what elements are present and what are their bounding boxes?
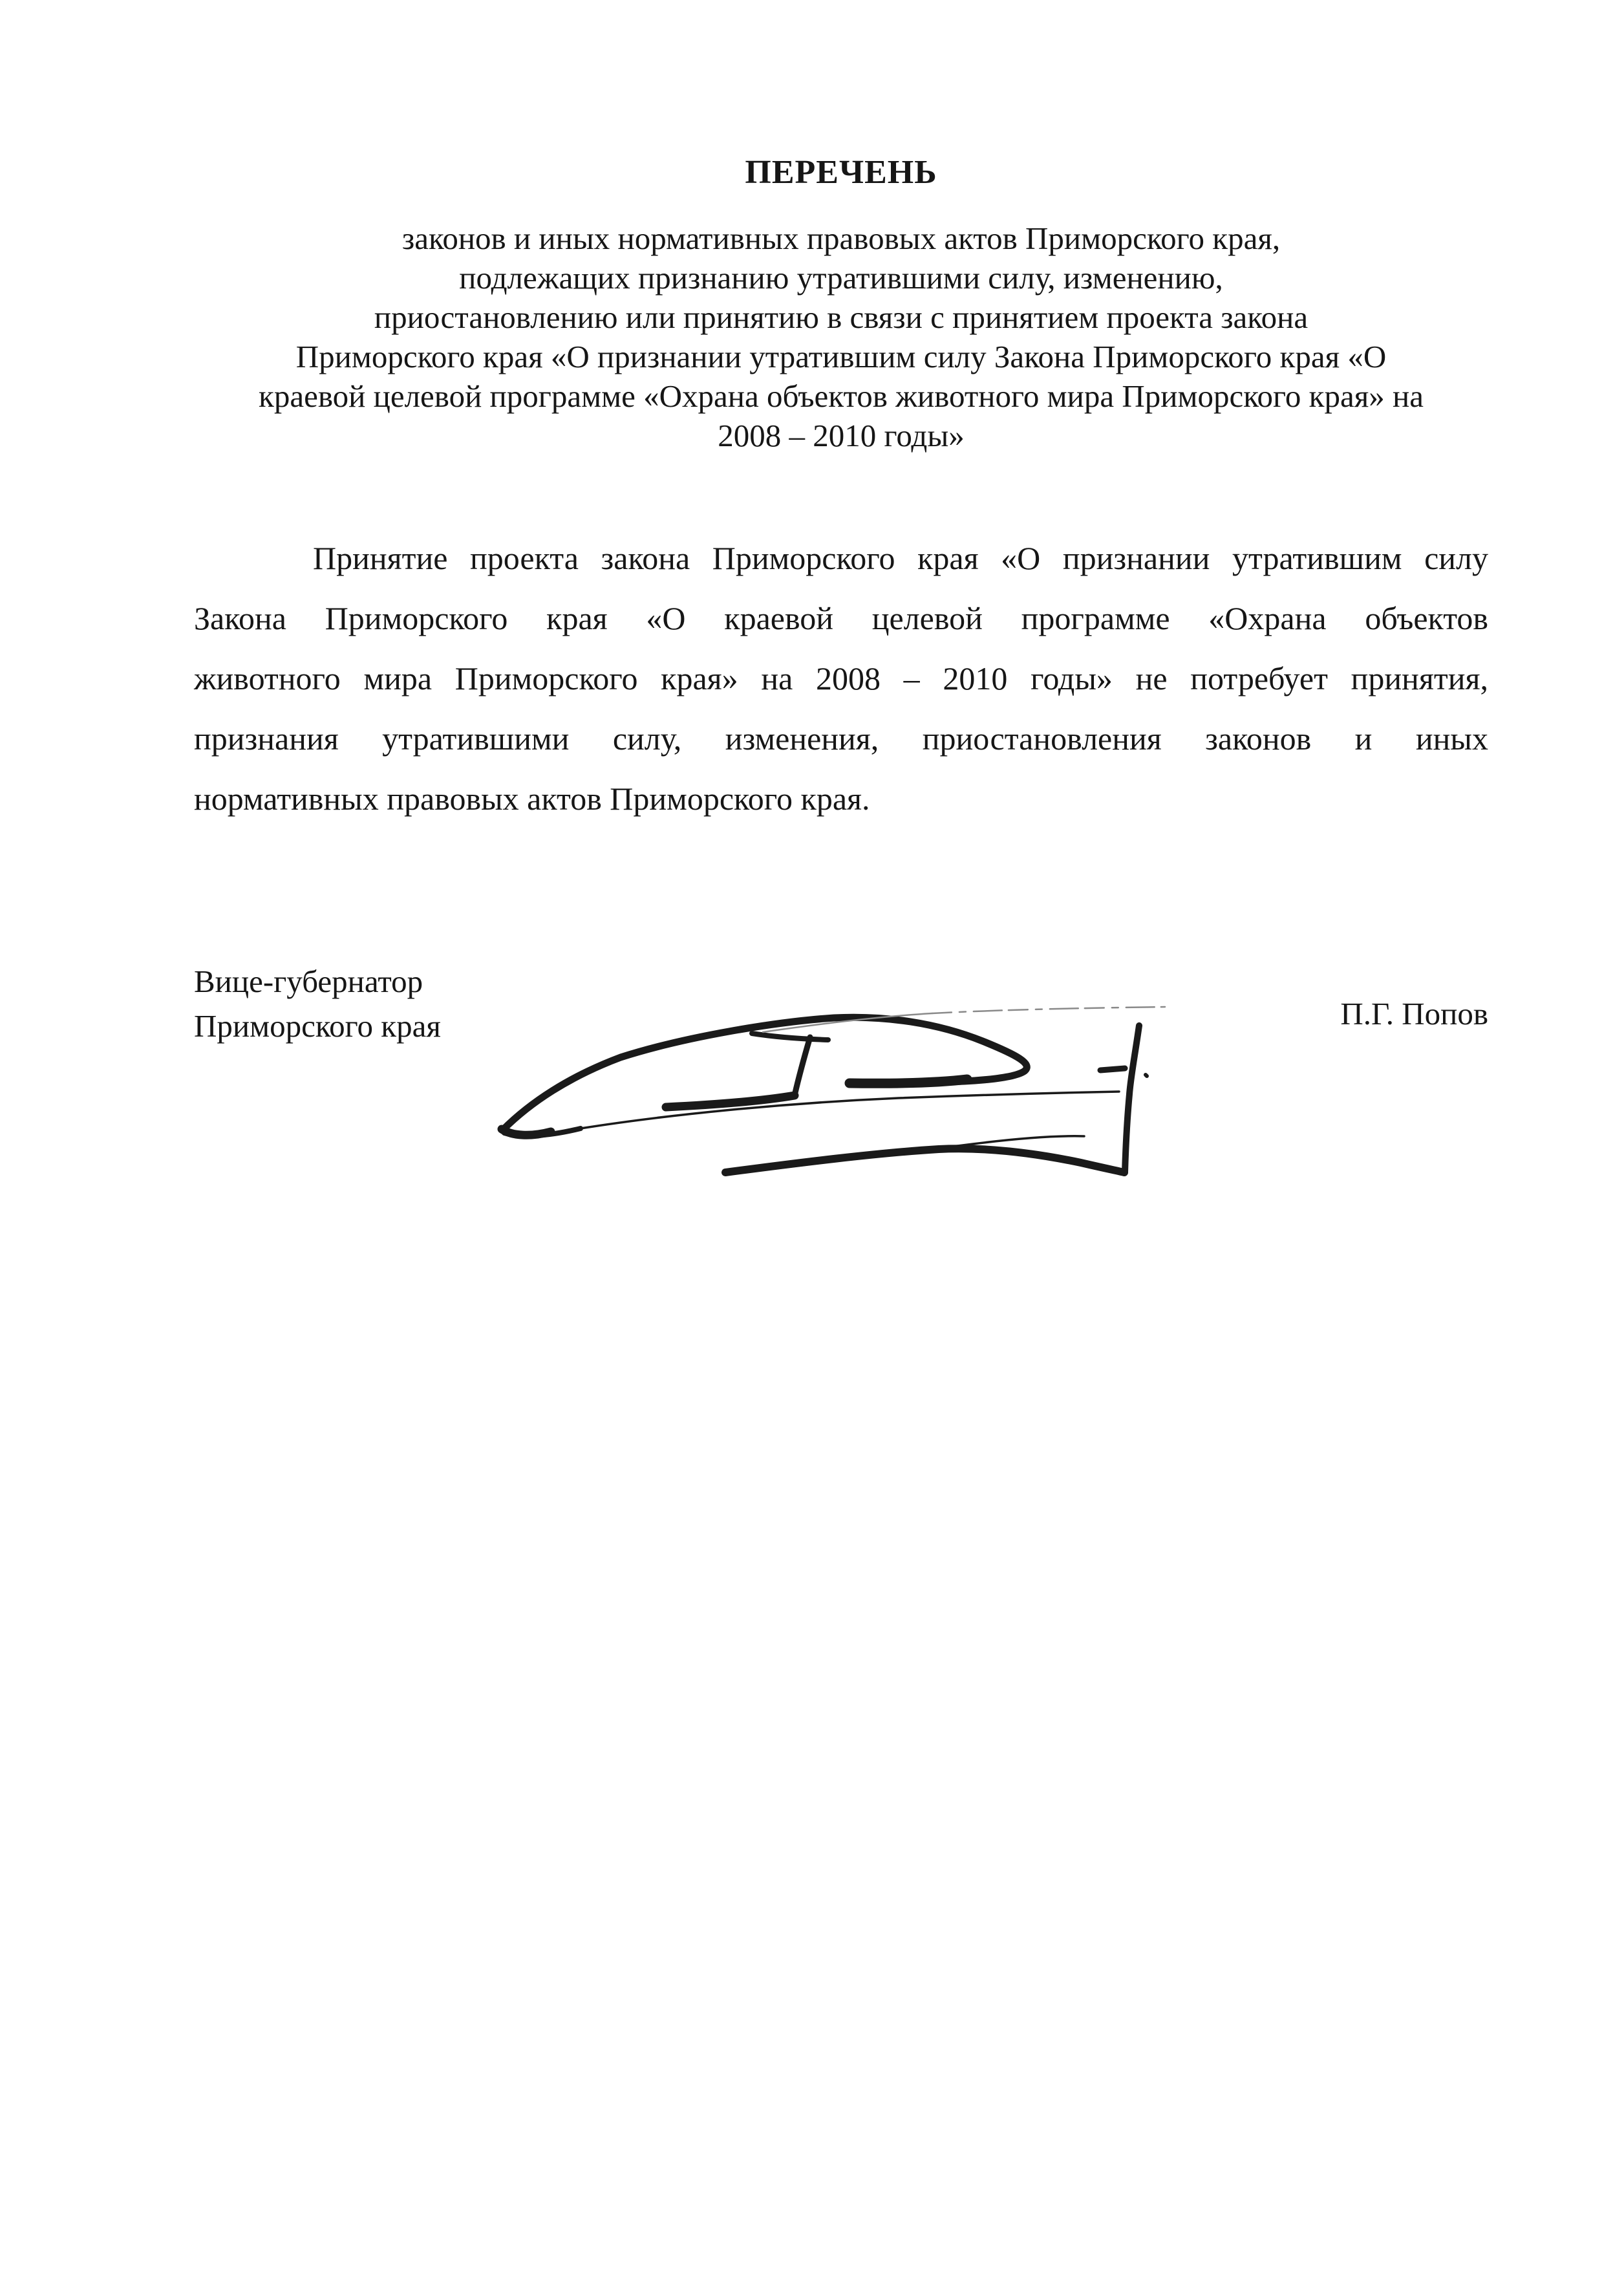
body-line-4: признания утратившими силу, изменения, приостановления законов и иных: [194, 720, 1488, 757]
page-title: ПЕРЕЧЕНЬ: [745, 154, 937, 191]
subtitle-line-4: Приморского края «О признании утратившим силу Закона Приморского края «О: [295, 339, 1387, 374]
signatory-name: П.Г. Попов: [1340, 996, 1488, 1031]
signatory-position-line-1: Вице-губернатор: [194, 964, 423, 999]
subtitle-line-3: приостановлению или принятию в связи с принятием проекта закона: [374, 299, 1309, 335]
subtitle-line-2: подлежащих признанию утратившими силу, изменению,: [459, 260, 1223, 296]
signatory-position-line-2: Приморского края: [194, 1008, 441, 1044]
subtitle-line-1: законов и иных нормативных правовых актов Приморского края,: [401, 221, 1281, 256]
body-line-2: Закона Приморского края «О краевой целевой программе «Охрана объектов: [194, 600, 1488, 636]
body-line-3: животного мира Приморского края» на 2008 – 2010 годы» не потребует принятия,: [194, 660, 1488, 696]
signature-strokes: [502, 1017, 1147, 1174]
handwritten-signature: [472, 970, 1202, 1190]
document-subtitle: [194, 219, 1488, 455]
subtitle-line-6: 2008 – 2010 годы»: [718, 418, 965, 453]
body-paragraph: [194, 528, 1488, 829]
handwritten-signature-drawing: [472, 970, 1202, 1190]
body-line-1: Принятие проекта закона Приморского края «О признании утратившим силу: [313, 540, 1488, 576]
body-line-5: нормативных правовых актов Приморского края.: [194, 781, 870, 817]
subtitle-line-5: краевой целевой программе «Охрана объектов животного мира Приморского края» на: [259, 378, 1424, 414]
